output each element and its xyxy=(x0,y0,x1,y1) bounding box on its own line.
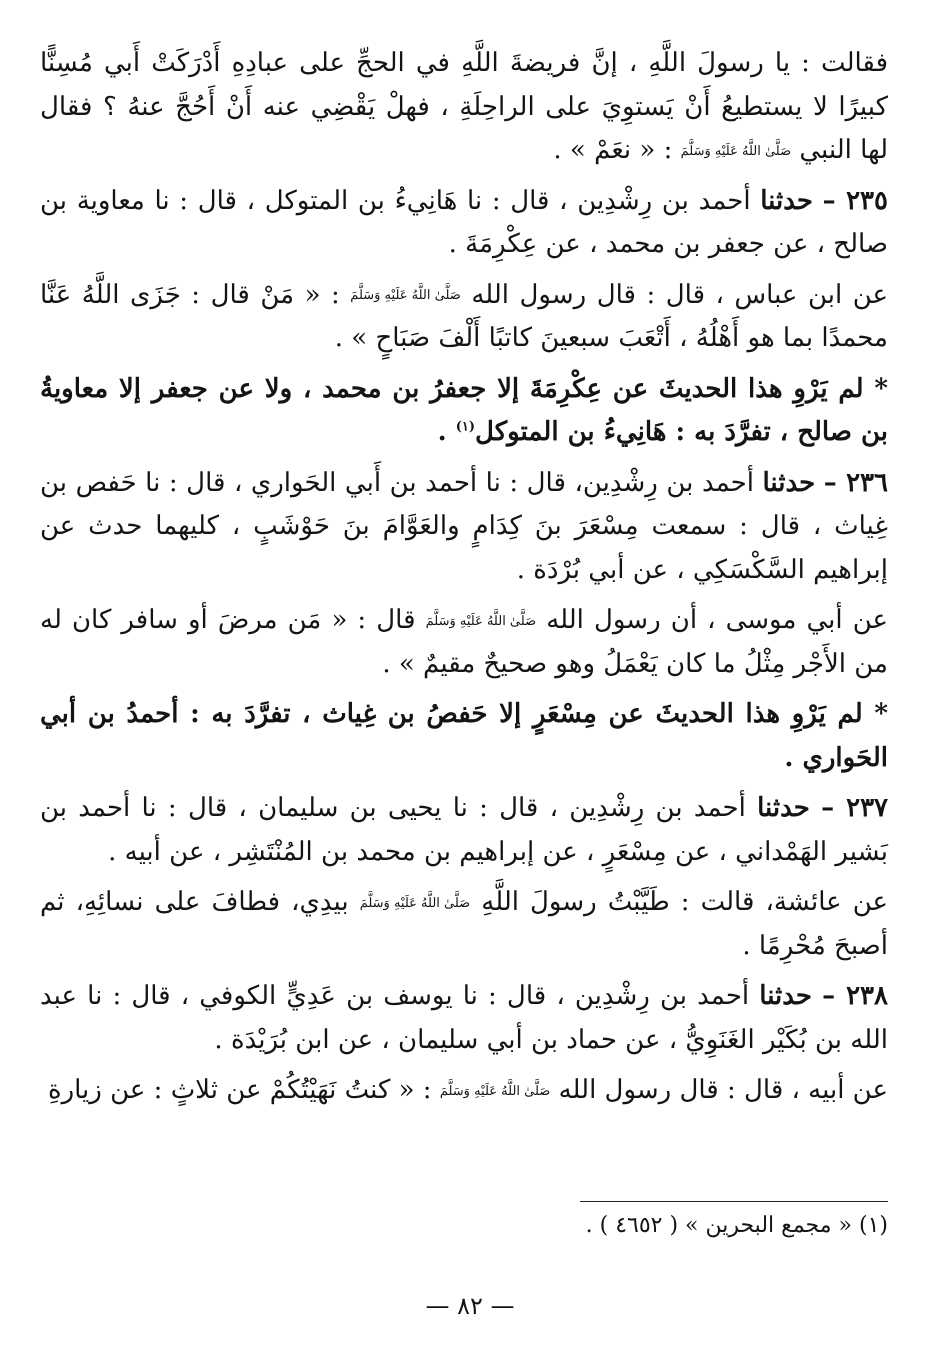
hadith-head: حدثنا xyxy=(757,793,810,823)
paragraph-text: عن ابن عباس ، قال : قال رسول الله xyxy=(471,279,889,310)
salawat-glyph: صَلَّىٰ اللَّهُ عَلَيْهِ وَسَلَّمَ xyxy=(425,613,537,629)
footnote-rule xyxy=(580,1201,888,1202)
salawat-glyph: صَلَّىٰ اللَّهُ عَلَيْهِ وَسَلَّمَ xyxy=(350,288,461,303)
note-text: * لم يَرْوِ هذا الحديثَ عن عِكْرِمَةَ إلا جعفرُ بن محمد ، ولا عن جعفر إلا معاويةُ بن صالح ، تفرَّدَ به : هَانِيءُ بن المتوكل xyxy=(40,373,888,447)
paragraph-text: عن أبي موسى ، أن رسول الله xyxy=(546,605,889,635)
page-number: — ٨٢ — xyxy=(425,1292,515,1320)
paragraph-text: أحمد بن رِشْدِين ، قال : نا يوسف بن عَدِيٍّ الكوفي ، قال : نا عبد الله بن بُكَيْر الغَنَوِيُّ ، عن حماد بن أبي سليمان ، عن ابن بُرَيْدَة . xyxy=(40,981,888,1055)
hadith-235-matn xyxy=(40,274,888,361)
hadith-number: ٢٣٧ – xyxy=(821,793,889,823)
hadith-237-isnad xyxy=(40,787,888,874)
hadith-238-matn xyxy=(40,1069,888,1113)
note-text: * لم يَرْوِ هذا الحديثَ عن مِسْعَرٍ إلا حَفصُ بن غِياث ، تفرَّدَ به : أحمدُ بن أبي الحَواري . xyxy=(40,699,888,773)
paragraph-1 xyxy=(40,42,888,173)
footnote: (١) « مجمع البحرين » ( ٤٦٥٢ ) . xyxy=(585,1213,888,1238)
paragraph-text: عن عائشة، قالت : طَيَّبْتُ رسولَ اللَّهِ xyxy=(481,887,889,917)
paragraph-tail: بيدِي، فطافَ على نسائِهِ، ثم أصبحَ مُحْرِمًا . xyxy=(40,887,888,961)
paragraph-text: أحمد بن رِشْدِين ، قال : نا هَانِيءُ بن المتوكل ، قال : نا معاوية بن صالح ، عن جعفر بن محمد ، عن عِكْرِمَةَ . xyxy=(40,185,888,259)
footnote-marker: (١) xyxy=(455,419,476,435)
paragraph-tail: : « كنتُ نَهَيْتُكُمْ عن ثلاثٍ : عن زيارةِ xyxy=(47,1075,432,1105)
hadith-number: ٢٣٦ – xyxy=(823,467,888,498)
hadith-238-isnad xyxy=(40,975,888,1062)
paragraph-tail: . xyxy=(437,417,447,447)
hadith-235-note xyxy=(40,368,888,455)
paragraph-tail: : « نعَمْ » . xyxy=(553,135,673,165)
hadith-head: حدثنا xyxy=(762,467,816,498)
paragraph-text: أحمد بن رِشْدِين، قال : نا أحمد بن أَبي الحَواري ، قال : نا حَفص بن غِياث ، قال : سمعت مِسْعَرَ بنَ كِدَامٍ والعَوَّامَ بنَ حَوْشَبٍ ، كليهما حدث عن إبراهيم السَّكْسَكِي ، عن أبي بُرْدَة . xyxy=(40,467,888,585)
hadith-number: ٢٣٥ – xyxy=(822,185,888,216)
hadith-head: حدثنا xyxy=(760,185,813,216)
hadith-236-note xyxy=(40,693,888,780)
hadith-237-matn xyxy=(40,881,888,968)
paragraph-text: أحمد بن رِشْدِين ، قال : نا يحيى بن سليمان ، قال : نا أحمد بن بَشير الهَمْداني ، عن مِسْعَرٍ ، عن إبراهيم بن محمد بن المُنْتَشِر ، عن أبيه . xyxy=(40,793,888,867)
salawat-glyph: صَلَّىٰ اللَّهُ عَلَيْهِ وَسَلَّمَ xyxy=(359,895,471,911)
paragraph-tail: : « مَنْ قال : جَزَى اللَّهُ عَنَّا محمدًا بما هو أَهْلُهُ ، أَتْعَبَ سبعينَ كاتبًا أَلْفَ صَبَاحٍ » . xyxy=(40,279,888,353)
paragraph-text: عن أبيه ، قال : قال رسول الله xyxy=(558,1075,888,1105)
hadith-236-isnad xyxy=(40,462,888,593)
paragraph-tail: قال : « مَن مرضَ أو سافر كان له من الأَجْر مِثْلُ ما كان يَعْمَلُ وهو صحيحٌ مقيمٌ » . xyxy=(40,605,888,679)
hadith-number: ٢٣٨ – xyxy=(822,981,888,1011)
hadith-236-matn xyxy=(40,599,888,686)
salawat-glyph: صَلَّىٰ اللَّهُ عَلَيْهِ وَسَلَّمَ xyxy=(680,143,792,159)
main-text xyxy=(40,42,888,1120)
salawat-glyph: صَلَّىٰ اللَّهُ عَلَيْهِ وَسَلَّمَ xyxy=(439,1083,551,1099)
hadith-235-isnad xyxy=(40,180,888,267)
paragraph-text: فقالت : يا رسولَ اللَّهِ ، إنَّ فريضةَ اللَّهِ في الحجِّ على عبادِهِ أَدْرَكَتْ أَبي مُسِنًّا كبيرًا لا يستطيعُ أَنْ يَستوِيَ على الراحِلَةِ ، فهلْ يَقْضِي عنه أَنْ أَحُجَّ عنهُ ؟ فقال لها النبي xyxy=(40,48,888,165)
hadith-head: حدثنا xyxy=(759,981,813,1011)
